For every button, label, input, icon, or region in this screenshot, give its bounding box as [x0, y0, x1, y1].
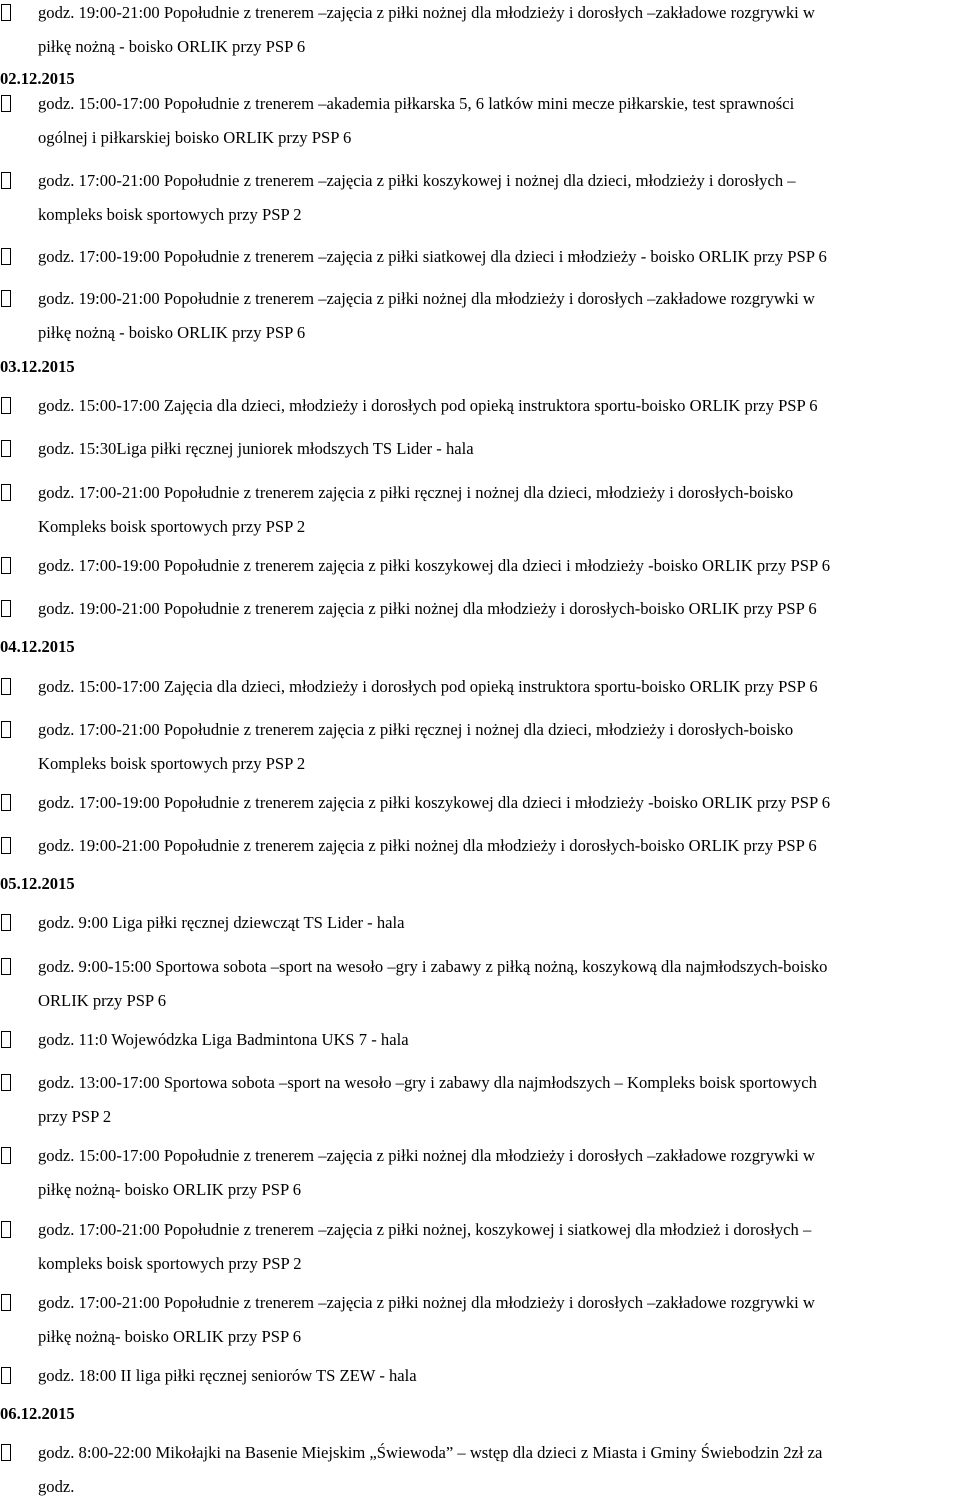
- bullet-box-icon: [1, 1221, 11, 1238]
- entry-line-1: godz. 15:00-17:00 Popołudnie z trenerem –zajęcia z piłki nożnej dla młodzieży i dorosłych –zakładowe rozgrywki w: [38, 1146, 815, 1165]
- entry-line-1: godz. 9:00-15:00 Sportowa sobota –sport na wesoło –gry i zabawy z piłką nożną, koszykową dla najmłodszych-boisko: [38, 957, 828, 976]
- entry-line-1: godz. 17:00-21:00 Popołudnie z trenerem –zajęcia z piłki koszykowej i nożnej dla dzieci, młodzieży i dorosłych –: [38, 171, 796, 190]
- entry-line-1: godz. 8:00-22:00 Mikołajki na Basenie Miejskim „Świewoda” – wstęp dla dzieci z Miasta i Gminy Świebodzin 2zł za: [38, 1443, 823, 1462]
- list-item: [0, 484, 960, 535]
- list-item: [0, 1294, 960, 1345]
- entry-line-2: przy PSP 2: [38, 1107, 112, 1126]
- entry-line-2: ogólnej i piłkarskiej boisko ORLIK przy PSP 6: [38, 128, 352, 147]
- entry-line-1: godz. 13:00-17:00 Sportowa sobota –sport na wesoło –gry i zabawy dla najmłodszych – Kompleks boisk sportowych: [38, 1073, 817, 1092]
- date-heading: 02.12.2015: [0, 69, 75, 88]
- bullet-box-icon: [1, 1074, 11, 1091]
- entry-line-1: godz. 9:00 Liga piłki ręcznej dziewcząt TS Lider - hala: [38, 913, 405, 932]
- bullet-box-icon: [1, 958, 11, 975]
- list-item: [0, 1444, 960, 1495]
- entry-line-1: godz. 17:00-19:00 Popołudnie z trenerem zajęcia z piłki koszykowej dla dzieci i młodzieży -boisko ORLIK przy PSP 6: [38, 556, 831, 575]
- bullet-box-icon: [1, 440, 11, 457]
- date-heading: 05.12.2015: [0, 874, 75, 893]
- bullet-box-icon: [1, 600, 11, 617]
- list-item: [0, 172, 960, 223]
- list-item: [0, 1074, 960, 1125]
- list-item: [0, 290, 960, 341]
- date-heading: 06.12.2015: [0, 1404, 75, 1423]
- bullet-box-icon: [1, 4, 11, 21]
- bullet-box-icon: [1, 1147, 11, 1164]
- entry-line-1: godz. 17:00-21:00 Popołudnie z trenerem zajęcia z piłki ręcznej i nożnej dla dzieci, młodzieży i dorosłych-boisko: [38, 720, 794, 739]
- bullet-box-icon: [1, 837, 11, 854]
- list-item: [0, 958, 960, 1009]
- entry-line-1: godz. 17:00-19:00 Popołudnie z trenerem zajęcia z piłki koszykowej dla dzieci i młodzieży -boisko ORLIK przy PSP 6: [38, 793, 831, 812]
- bullet-box-icon: [1, 290, 11, 307]
- entry-line-2: piłkę nożną - boisko ORLIK przy PSP 6: [38, 323, 306, 342]
- entry-line-1: godz. 18:00 II liga piłki ręcznej seniorów TS ZEW - hala: [38, 1366, 417, 1385]
- list-item: [0, 4, 960, 55]
- list-item: [0, 95, 960, 146]
- list-item: [0, 440, 960, 457]
- entry-line-1: godz. 19:00-21:00 Popołudnie z trenerem zajęcia z piłki nożnej dla młodzieży i dorosłych-boisko ORLIK przy PSP 6: [38, 599, 817, 618]
- bullet-box-icon: [1, 1367, 11, 1384]
- list-item: [0, 248, 960, 265]
- entry-line-2: Kompleks boisk sportowych przy PSP 2: [38, 754, 306, 773]
- list-item: [0, 794, 960, 811]
- bullet-box-icon: [1, 484, 11, 501]
- entry-line-1: godz. 17:00-19:00 Popołudnie z trenerem –zajęcia z piłki siatkowej dla dzieci i młodzieży - boisko ORLIK przy PSP 6: [38, 247, 827, 266]
- entry-line-2: piłkę nożną- boisko ORLIK przy PSP 6: [38, 1327, 302, 1346]
- bullet-box-icon: [1, 1444, 11, 1461]
- list-item: [0, 721, 960, 772]
- list-item: [0, 914, 960, 931]
- entry-line-1: godz. 19:00-21:00 Popołudnie z trenerem zajęcia z piłki nożnej dla młodzieży i dorosłych-boisko ORLIK przy PSP 6: [38, 836, 817, 855]
- bullet-box-icon: [1, 914, 11, 931]
- entry-line-1: godz. 11:0 Wojewódzka Liga Badmintona UKS 7 - hala: [38, 1030, 409, 1049]
- entry-line-2: Kompleks boisk sportowych przy PSP 2: [38, 517, 306, 536]
- list-item: [0, 557, 960, 574]
- date-heading: 04.12.2015: [0, 637, 75, 656]
- entry-line-1: godz. 19:00-21:00 Popołudnie z trenerem –zajęcia z piłki nożnej dla młodzieży i dorosłych –zakładowe rozgrywki w: [38, 3, 815, 22]
- entry-line-1: godz. 15:00-17:00 Popołudnie z trenerem –akademia piłkarska 5, 6 latków mini mecze piłkarskie, test sprawności: [38, 94, 795, 113]
- entry-line-2: kompleks boisk sportowych przy PSP 2: [38, 205, 302, 224]
- entry-line-1: godz. 17:00-21:00 Popołudnie z trenerem zajęcia z piłki ręcznej i nożnej dla dzieci, młodzieży i dorosłych-boisko: [38, 483, 794, 502]
- bullet-box-icon: [1, 248, 11, 265]
- entry-line-2: godz.: [38, 1477, 75, 1496]
- entry-line-1: godz. 17:00-21:00 Popołudnie z trenerem –zajęcia z piłki nożnej, koszykowej i siatkowej dla młodzież i dorosłych –: [38, 1220, 812, 1239]
- list-item: [0, 600, 960, 617]
- entry-line-1: godz. 19:00-21:00 Popołudnie z trenerem –zajęcia z piłki nożnej dla młodzieży i dorosłych –zakładowe rozgrywki w: [38, 289, 815, 308]
- list-item: [0, 678, 960, 695]
- list-item: [0, 1367, 960, 1384]
- entry-line-1: godz. 15:00-17:00 Zajęcia dla dzieci, młodzieży i dorosłych pod opieką instruktora sportu-boisko ORLIK przy PSP 6: [38, 396, 818, 415]
- bullet-box-icon: [1, 1294, 11, 1311]
- entry-line-1: godz. 15:30Liga piłki ręcznej juniorek młodszych TS Lider - hala: [38, 439, 474, 458]
- bullet-box-icon: [1, 95, 11, 112]
- list-item: [0, 1147, 960, 1198]
- entry-line-2: piłkę nożną- boisko ORLIK przy PSP 6: [38, 1180, 302, 1199]
- bullet-box-icon: [1, 1031, 11, 1048]
- bullet-box-icon: [1, 557, 11, 574]
- bullet-box-icon: [1, 397, 11, 414]
- entry-line-2: piłkę nożną - boisko ORLIK przy PSP 6: [38, 37, 306, 56]
- entry-line-1: godz. 17:00-21:00 Popołudnie z trenerem –zajęcia z piłki nożnej dla młodzieży i dorosłych –zakładowe rozgrywki w: [38, 1293, 815, 1312]
- list-item: [0, 837, 960, 854]
- bullet-box-icon: [1, 678, 11, 695]
- entry-line-2: kompleks boisk sportowych przy PSP 2: [38, 1254, 302, 1273]
- list-item: [0, 1221, 960, 1272]
- bullet-box-icon: [1, 172, 11, 189]
- bullet-box-icon: [1, 794, 11, 811]
- entry-line-2: ORLIK przy PSP 6: [38, 991, 166, 1010]
- entry-line-1: godz. 15:00-17:00 Zajęcia dla dzieci, młodzieży i dorosłych pod opieką instruktora sportu-boisko ORLIK przy PSP 6: [38, 677, 818, 696]
- date-heading: 03.12.2015: [0, 357, 75, 376]
- list-item: [0, 397, 960, 414]
- bullet-box-icon: [1, 721, 11, 738]
- list-item: [0, 1031, 960, 1048]
